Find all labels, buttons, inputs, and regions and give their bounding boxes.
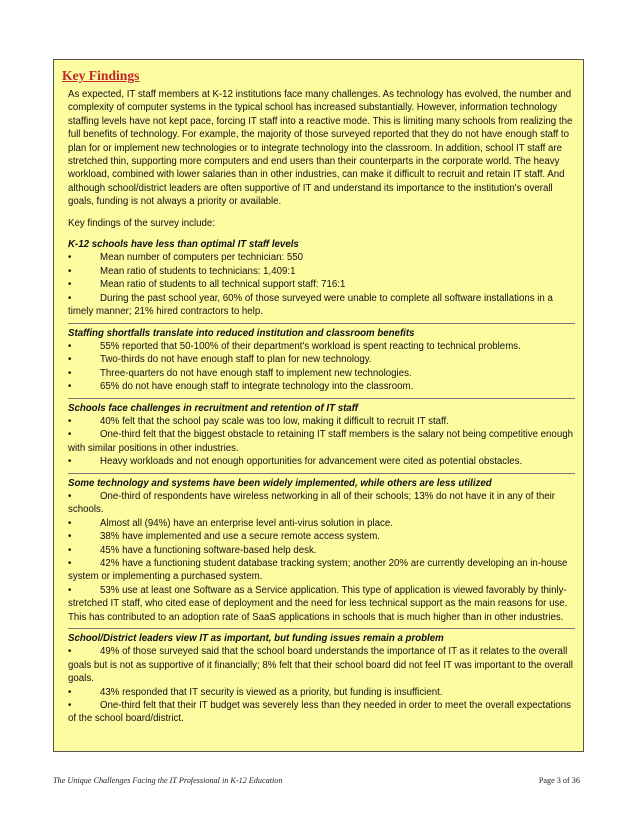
section-heading: School/District leaders view IT as important, but funding issues remain a problem [68,628,575,645]
bullet-icon: • [68,490,72,502]
finding-text: One-third felt that the biggest obstacle to retaining IT staff members is the salary not being competitive enough with similar positions in other industries. [68,429,573,454]
finding-item [68,686,575,699]
bullet-icon: • [68,252,72,264]
finding-text: Almost all (94%) have an enterprise level anti-virus solution in place. [100,517,393,529]
finding-item [68,490,575,517]
bullet-icon: • [68,415,72,427]
bullet-icon: • [68,517,72,529]
lead-in-text: Key findings of the survey include: [68,217,216,229]
finding-text: One-third felt that their IT budget was severely less than they needed in order to meet the overall expectations of the school board/district. [68,700,572,725]
footer-document-title: The Unique Challenges Facing the IT Professional in K-12 Education [53,776,283,785]
intro-paragraph: As expected, IT staff members at K-12 institutions face many challenges. As technology has evolved, the number and complexity of computer systems in the typical school has increased substantially. However, information technology staffing levels have not kept pace, forcing IT staff into a reactive mode. This is limiting many schools from realizing the full benefits of technology. For example, the majority of those surveyed reported that they do not have enough staff to plan for or implement new technologies or to integrate technology into the classroom. In addition, school IT staff are stretched thin, supporting more computers and end users than their counterparts in the corporate world. The heavy workload, combined with lower salaries than in other industries, can make it difficult to recruit and retain IT staff. And although school/district leaders are often supportive of IT and understand its importance to the institution's overall goals, funding is not always a priority or available. [68,89,573,208]
finding-item [68,455,575,468]
finding-item [68,645,575,685]
finding-text: 42% have a functioning student database tracking system; another 20% are currently developing an in-house system or implementing a purchased system. [68,558,568,583]
section-heading: K-12 schools have less than optimal IT staff levels [68,239,299,251]
findings-list [62,490,575,624]
bullet-icon: • [68,584,72,596]
bullet-icon: • [68,265,72,277]
finding-text: Two-thirds do not have enough staff to plan for new technology. [100,354,372,366]
findings-list [62,340,575,394]
bullet-icon: • [68,354,72,366]
bullet-icon: • [68,700,72,712]
finding-item [68,530,575,543]
bullet-icon: • [68,544,72,556]
bullet-icon: • [68,292,72,304]
bullet-icon: • [68,429,72,441]
finding-item [68,557,575,584]
finding-item [68,699,575,726]
finding-text: Mean ratio of students to all technical support staff: 716:1 [100,279,346,291]
section-heading: Some technology and systems have been widely implemented, while others are less utilized [68,473,575,490]
finding-text: During the past school year, 60% of those surveyed were unable to complete all software installations in a timely manner; 21% hired contractors to help. [68,292,553,318]
finding-item [68,584,575,624]
finding-item [68,415,575,428]
finding-text: Mean ratio of students to technicians: 1,409:1 [100,265,296,277]
findings-list [62,645,575,725]
finding-item [68,353,575,366]
bullet-icon: • [68,646,72,658]
finding-text: Heavy workloads and not enough opportunities for advancement were cited as potential obstacles. [100,456,523,468]
bullet-icon: • [68,531,72,543]
key-findings-box [53,59,584,752]
finding-item [68,251,575,264]
section-heading: Schools face challenges in recruitment and retention of IT staff [68,398,575,415]
bullet-icon: • [68,279,72,291]
finding-text: 55% reported that 50-100% of their department's workload is spent reacting to technical problems. [100,340,521,352]
bullet-icon: • [68,456,72,468]
finding-item [68,292,575,319]
finding-text: 40% felt that the school pay scale was too low, making it difficult to recruit IT staff. [100,415,449,427]
finding-text: 49% of those surveyed said that the school board understands the importance of IT as it relates to the overall goals but is not as supportive of it financially; 8% felt that their school board did not feel IT was important to the overall goals. [68,646,573,685]
finding-item [68,544,575,557]
finding-text: One-third of respondents have wireless networking in all of their schools; 13% do not have it in any of their schools. [68,490,556,516]
bullet-icon: • [68,686,72,698]
finding-text: 65% do not have enough staff to integrate technology into the classroom. [100,381,414,393]
finding-text: 43% responded that IT security is viewed as a priority, but funding is insufficient. [100,686,443,698]
bullet-icon: • [68,340,72,352]
finding-text: Mean number of computers per technician: 550 [100,252,304,264]
finding-item [68,517,575,530]
finding-item [68,380,575,393]
finding-item [68,265,575,278]
finding-text: 53% use at least one Software as a Service application. This type of application is viewed favorably by thinly-stretched IT staff, who cited ease of deployment and the need for less technical support as the main reasons for use. This has contributed to an adoption rate of SaaS applications in schools that is much higher than in other industries. [68,584,568,623]
bullet-icon: • [68,381,72,393]
bullet-icon: • [68,558,72,569]
finding-item [68,278,575,291]
section-heading: Staffing shortfalls translate into reduced institution and classroom benefits [68,323,575,340]
finding-item [68,428,575,455]
finding-item [68,367,575,380]
bullet-icon: • [68,367,72,379]
box-title: Key Findings [62,68,140,83]
finding-item [68,340,575,353]
finding-text: Three-quarters do not have enough staff to implement new technologies. [100,367,412,379]
footer-page-number: Page 3 of 36 [538,776,580,785]
finding-text: 45% have a functioning software-based help desk. [100,544,317,556]
findings-sections [62,238,575,726]
finding-text: 38% have implemented and use a secure remote access system. [100,531,381,543]
findings-list [62,415,575,469]
findings-list [62,251,575,318]
